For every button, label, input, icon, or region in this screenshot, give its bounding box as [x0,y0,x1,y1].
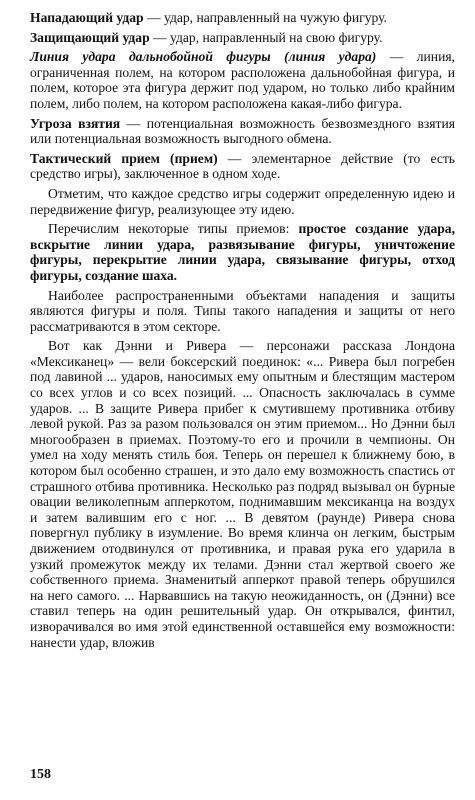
definition-defending-strike [30,30,455,46]
definition-text: — потенциальная возможность безвозмездного взятия или потенциальная возможность выгодного обмена. [30,115,456,147]
term-attacking-strike: Нападающий удар [30,10,144,25]
definition-line-of-strike [30,49,455,111]
technique-types-paragraph [30,221,455,283]
term-defending-strike: Защищающий удар [30,29,150,45]
book-page [30,10,455,790]
body-paragraph: Наиболее распространенными объектами нападения и защиты являются фигуры и поля. Типы такого нападения и защиты от него рассматриваются в этом секторе. [30,287,455,334]
definition-text: — линия, ограниченная полем, на котором расположена дальнобойная фигура, и полем, которое эта фигура держит под ударом, но только либо крайним полем, либо полем, на котором расположена какая-либо фигура. [30,49,455,111]
quote-paragraph: Вот как Дэнни и Ривера — персонажи рассказа Лондона «Мексиканец» — вели боксерский поединок: «... Ривера был погребен под лавиной ... ударов, наносимых ему опытным и блестящим мастером со всех углов и со всех позиций. ... Опасность заключалась в сумме ударов. ... В защите Ривера прибег к смутившему противника отбиву левой рукой. Раз за разом пользовался он этим приемом... Но Дэнни был многообразен в приемах. Поэтому-то его и прочили в чемпионы. Он умел на ходу менять стиль боя. Теперь он перешел к ближнему бою, в котором был особенно страшен, и это дало ему возможность спастись от страшного отбива противника. Несколько раз подряд вызывал он бурные овации великолепным апперкотом, поднимавшим мексиканца на воздух и затем валившим его с ног. ... В девятом (раунде) Ривера снова повергнул публику в изумление. Во время клинча он легким, быстрым движением отодвинулся от противника, и правая рука его ударила в узкий промежуток между их телами. Дэнни стал жертвой своего же собственного приема. Знаменитый апперкот правой теперь обрушился на него самого. ... Нарвавшись на такую неожиданность, он (Дэнни) все ставил теперь на один решительный удар. Он открывался, финтил, изворачивался во имя этой единственной оставшейся ему возможности: нанести удар, вложив [30,338,455,650]
page-number: 158 [30,767,51,782]
term-line-of-strike: Линия удара дальнобойной фигуры (линия удара) [30,49,377,65]
technique-types-list: простое создание удара, вскрытие линии удара, развязывание фигуры, уничтожение фигуры, перекрытие линии удара, связывание фигуры, отход фигуры, создание шаха. [30,221,456,283]
definition-text: — элементарное действие (то есть средство игры), заключенное в одном ходе. [30,150,456,182]
body-paragraph: Отметим, что каждое средство игры содержит определенную идею и передвижение фигур, реализующее эту идею. [30,185,455,217]
definition-text: — удар, направленный на чужую фигуру. [143,10,387,25]
definition-attacking-strike [30,10,455,26]
definition-text: — удар, направленный на свою фигуру. [149,29,383,45]
technique-types-lead: Перечислим некоторые типы приемов: [48,221,299,237]
term-tactical-technique: Тактический прием (прием) [30,150,218,166]
definition-capture-threat [30,116,455,147]
term-capture-threat: Угроза взятия [30,115,121,131]
definition-tactical-technique [30,151,455,182]
